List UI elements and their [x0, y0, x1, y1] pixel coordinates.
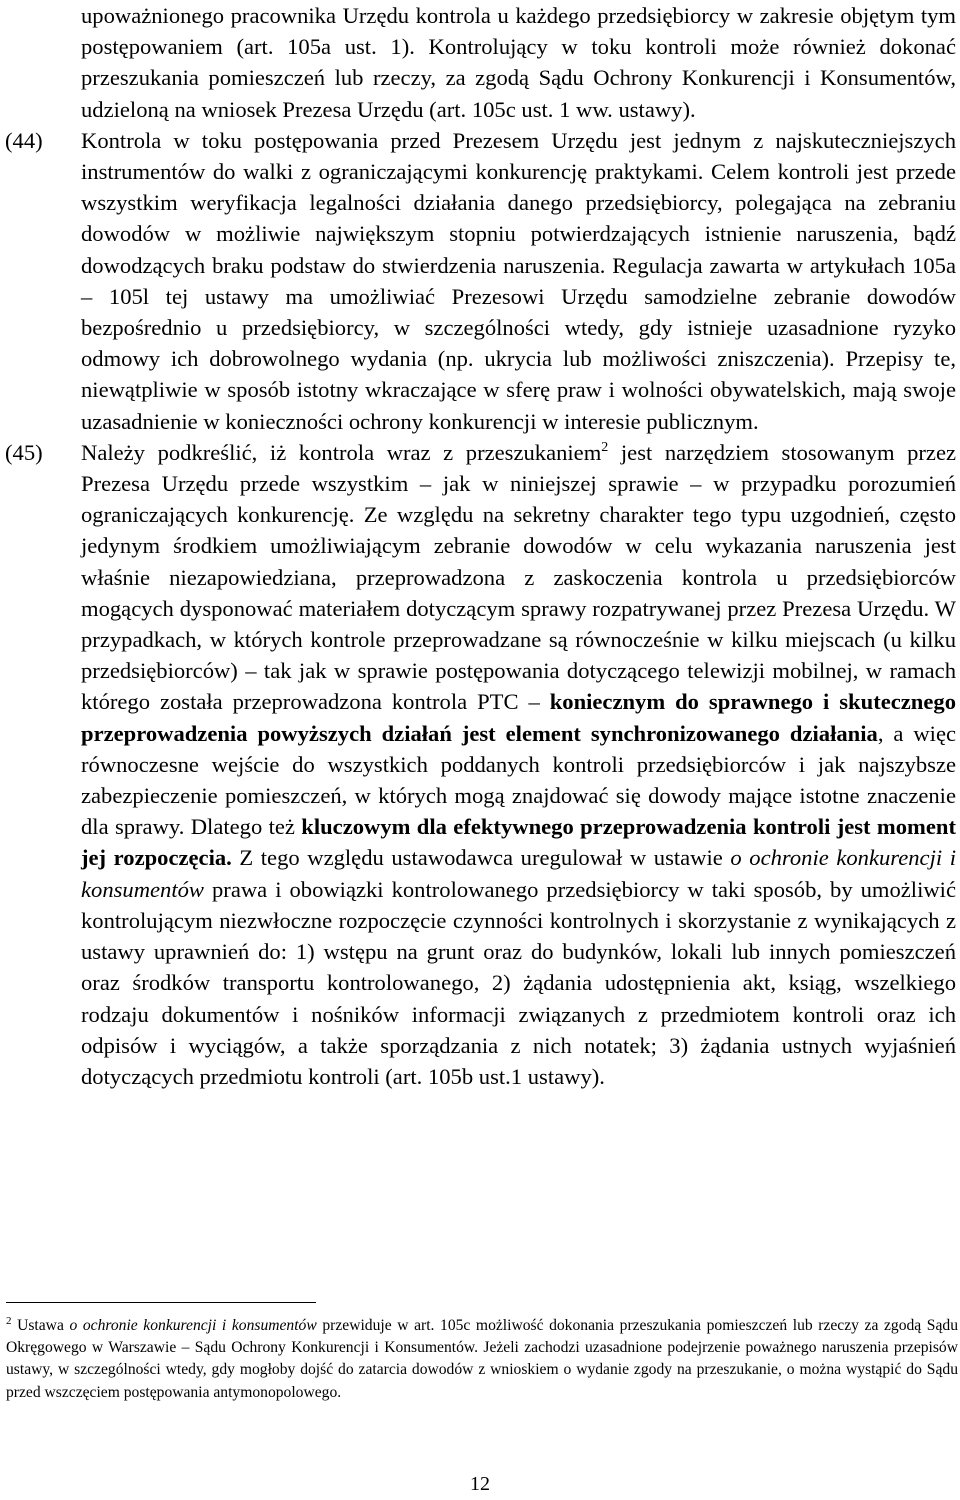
text-segment: Z tego względu ustawodawca uregulował w ustawie [231, 845, 731, 871]
footnote-reference[interactable]: 2 [601, 439, 609, 455]
paragraph-text: Kontrola w toku postępowania przed Prezesem Urzędu jest jednym z najskuteczniejszych instrumentów do walki z ograniczającymi konkurencję praktykami. Celem kontroli jest przede wszystkim weryfikacja legalności działania danego przedsiębiorcy, polegająca na zebraniu dowodów w możliwie największym stopniu potwierdzających istnienie naruszenia, bądź dowodzących braku podstaw do stwierdzenia naruszenia. Regulacja zawarta w artykułach 105a – 105l tej ustawy ma umożliwiać Prezesowi Urzędu samodzielne zebranie dowodów bezpośrednio u przedsiębiorcy, w szczególności wtedy, gdy istnieje uzasadnione ryzyko odmowy ich dobrowolnego wydania (np. ukrycia lub możliwości zniszczenia). Przepisy te, niewątpliwie w sposób istotny wkraczające w sferę praw i wolności obywatelskich, mają swoje uzasadnienie w konieczności ochrony konkurencji w interesie publicznym. [81, 127, 956, 434]
footnote-separator [6, 1302, 316, 1303]
bold-text-segment: koniecznym do sprawnego i skutecznego przeprowadzenia powyższych działań jest element synchronizowanego działania [81, 689, 956, 746]
paragraph-44 [0, 125, 960, 437]
paragraph-number: (44) [5, 127, 43, 153]
bold-text-segment: kluczowym dla efektywnego przeprowadzenia kontroli jest moment jej rozpoczęcia. [81, 814, 956, 871]
italic-text-segment: o ochronie konkurencji i konsumentów [81, 845, 956, 902]
paragraph-text [81, 440, 956, 1089]
intro-continuation: upoważnionego pracownika Urzędu kontrola u każdego przedsiębiorcy w zakresie objętym tym postępowaniem (art. 105a ust. 1). Kontrolujący w toku kontroli może również dokonać przeszukania pomieszczeń lub rzeczy, za zgodą Sądu Ochrony Konkurencji i Konsumentów, udzieloną na wniosek Prezesa Urzędu (art. 105c ust. 1 ww. ustawy). [81, 3, 956, 122]
footnote-italic-segment: o ochronie konkurencji i konsumentów [69, 1317, 317, 1334]
text-segment: jest narzędziem stosowanym przez Prezesa Urzędu przede wszystkim – jak w niniejszej sprawie – w przypadku porozumień ograniczających konkurencję. Ze względu na sekretny charakter tego typu uzgodnień, często jedynym środkiem umożliwiającym zebranie dowodów w celu wykazania naruszenia jest właśnie niezapowiedziana, przeprowadzona z zaskoczenia kontrola u przedsiębiorców mogących dysponować materiałem dotyczącym sprawy rozpatrywanej przez Prezesa Urzędu. W przypadkach, w których kontrole przeprowadzane są równocześnie w kilku miejscach (u kilku przedsiębiorców) – tak jak w sprawie postępowania dotyczącego telewizji mobilnej, w ramach którego została przeprowadzona kontrola PTC – [81, 439, 957, 715]
text-segment: Należy podkreślić, iż kontrola wraz z przeszukaniem [81, 439, 602, 465]
paragraph-45 [0, 437, 960, 1092]
footnote [6, 1315, 958, 1404]
text-segment: , a więc równoczesne wejście do wszystkich poddanych kontroli przedsiębiorców i jak najszybsze zabezpieczenie pomieszczeń, w których mogą znajdować się dowody mające istotne znaczenie dla sprawy. Dlatego też [81, 720, 957, 840]
footnote-text-segment: Ustawa [11, 1317, 70, 1334]
footnote-text-segment: przewiduje w art. 105c możliwość dokonania przeszukania pomieszczeń lub rzeczy za zgodą Sądu Okręgowego w Warszawie – Sądu Ochrony Konkurencji i Konsumentów. Jeżeli zachodzi uzasadnione podejrzenie poważnego naruszenia przepisów ustawy, w szczególności wtedy, gdy mogłoby dojść do zatarcia dowodów z wnioskiem o wydanie zgody na przeszukanie, o można wystąpić do Sądu przed wszczęciem postępowania antymonopolowego. [6, 1317, 958, 1401]
page-number: 12 [470, 1473, 490, 1495]
paragraph-number: (45) [5, 439, 43, 465]
text-segment: prawa i obowiązki kontrolowanego przedsiębiorcy w taki sposób, by umożliwić kontrolującym niezwłoczne rozpoczęcie czynności kontrolnych i skorzystanie z wynikających z ustawy uprawnień do: 1) wstępu na grunt oraz do budynków, lokali lub innych pomieszczeń oraz środków transportu kontrolowanego, 2) żądania udostępnienia akt, ksiąg, wszelkiego rodzaju dokumentów i nośników informacji związanych z przedmiotem kontroli oraz ich odpisów i wyciągów, a także sporządzania z nich notatek; 3) żądania ustnych wyjaśnień dotyczących przedmiotu kontroli (art. 105b ust.1 ustawy). [81, 876, 956, 1089]
footnote-marker: 2 [6, 1315, 12, 1327]
